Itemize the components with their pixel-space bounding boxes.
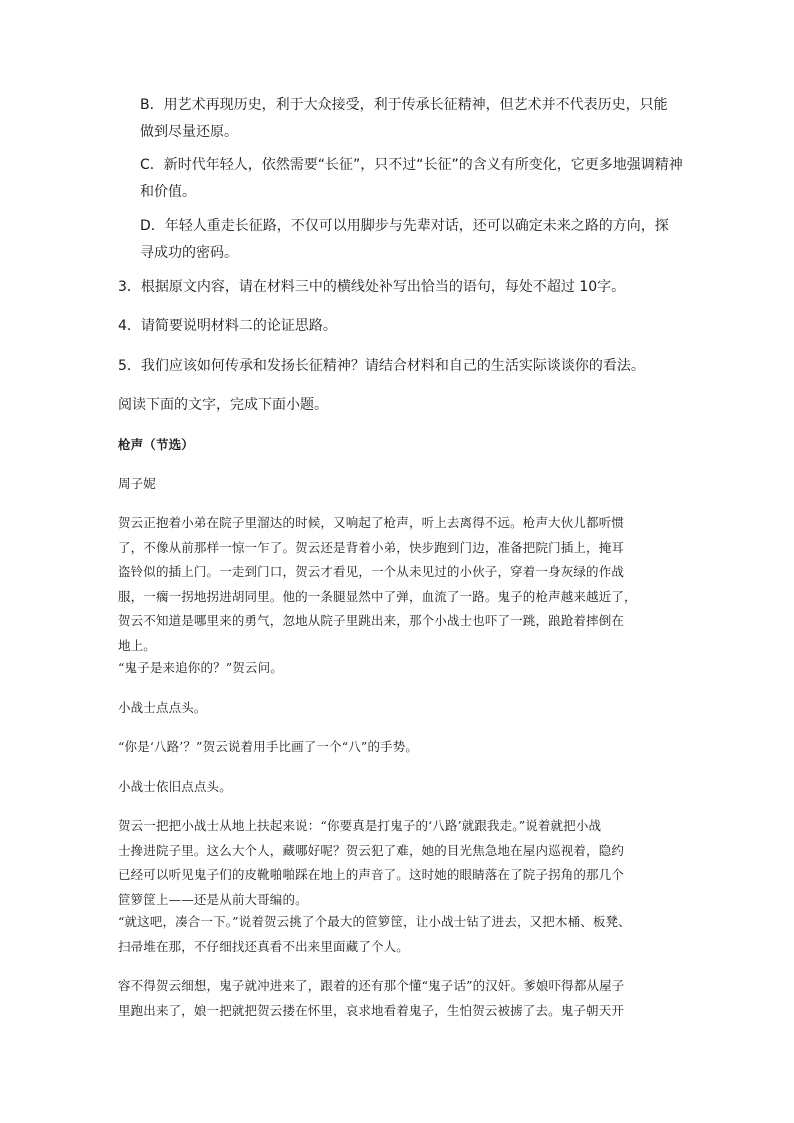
story-paragraph-6 [118,814,624,912]
option-d-line1: D．年轻人重走长征路，不仅可以用脚步与先辈对话，还可以确定未来之路的方向，探 [140,218,669,234]
reading-instruction: 阅读下面的文字，完成下面小题。 [118,397,328,413]
story-paragraph-8 [118,974,624,1023]
story-paragraph-4: “你是‘八路’？”贺云说着用手比画了一个“八”的手势。 [118,739,419,754]
story-line: 里跑出来了，娘一把就把贺云搂在怀里，哀求地看着鬼子，生怕贺云被掳了去。鬼子朝天开 [118,1002,625,1018]
story-line: 了，不像从前那样一惊一乍了。贺云还是背着小弟，快步跑到门边，准备把院门插上，掩耳 [118,539,625,555]
option-d-line2: 寻成功的密码。 [140,245,238,261]
option-c-line1: C．新时代年轻人，依然需要“长征”，只不过“长征”的含义有所变化，它更多地强调精神 [140,157,683,173]
story-line: 贺云不知道是哪里来的勇气，忽地从院子里跳出来，那个小战士也吓了一跳，踉跄着摔倒在 [118,613,625,628]
story-paragraph-5: 小战士依旧点点头。 [118,779,232,794]
story-line: 贺云正抱着小弟在院子里溜达的时候，又响起了枪声，听上去离得不远。枪声大伙儿都听惯 [118,515,625,530]
story-paragraph-1 [118,511,637,658]
story-author: 周子妮 [118,476,156,491]
option-c-line2: 和价值。 [140,184,196,200]
story-paragraph-7 [118,910,631,959]
story-line: 士搀进院子里。这么大个人，藏哪好呢？贺云犯了难，她的目光焦急地在屋内巡视着，隐约 [118,842,625,858]
story-paragraph-2: “鬼子是来追你的？”贺云问。 [118,660,283,675]
story-line: 已经可以听见鬼子们的皮靴啪啪踩在地上的声音了。这时她的眼睛落在了院子拐角的那几个 [118,867,625,882]
story-title: 枪声（节选） [118,437,194,452]
option-b-line2: 做到尽量还原。 [140,124,238,140]
story-line: 贺云一把把小战士从地上扶起来说：“你要真是打鬼子的‘八路’就跟我走。”说着就把小战 [118,818,602,833]
story-line: 盗铃似的插上门。一走到门口，贺云才看见，一个从未见过的小伙子，穿着一身灰绿的作战 [118,564,625,579]
story-line: 笸箩筐上——还是从前大哥编的。 [118,891,308,907]
story-line: 地上。 [118,637,156,653]
question-5: 5．我们应该如何传承和发扬长征精神？请结合材料和自己的生活实际谈谈你的看法。 [118,358,645,374]
option-b [140,92,668,146]
story-line: “就这吧，凑合一下。”说着贺云挑了个最大的笸箩筐，让小战士钻了进去，又把木桶、板凳、 [118,914,631,929]
question-3: 3．根据原文内容，请在材料三中的横线处补写出恰当的语句，每处不超过 10字。 [118,279,626,295]
story-line: 容不得贺云细想，鬼子就冲进来了，跟着的还有那个懂“鬼子话”的汉奸。爹娘吓得都从屋子 [118,978,625,993]
option-c [140,152,683,206]
story-paragraph-3: 小战士点点头。 [118,700,207,715]
option-d [140,213,669,267]
story-line: 扫帚堆在那，不仔细找还真看不出来里面藏了个人。 [118,938,409,954]
option-b-line1: B．用艺术再现历史，利于大众接受，利于传承长征精神，但艺术并不代表历史，只能 [140,97,668,113]
question-4: 4．请简要说明材料二的论证思路。 [118,318,337,334]
story-line: 服，一瘸一拐地拐进胡同里。他的一条腿显然中了弹，血流了一路。鬼子的枪声越来越近了， [118,588,637,604]
